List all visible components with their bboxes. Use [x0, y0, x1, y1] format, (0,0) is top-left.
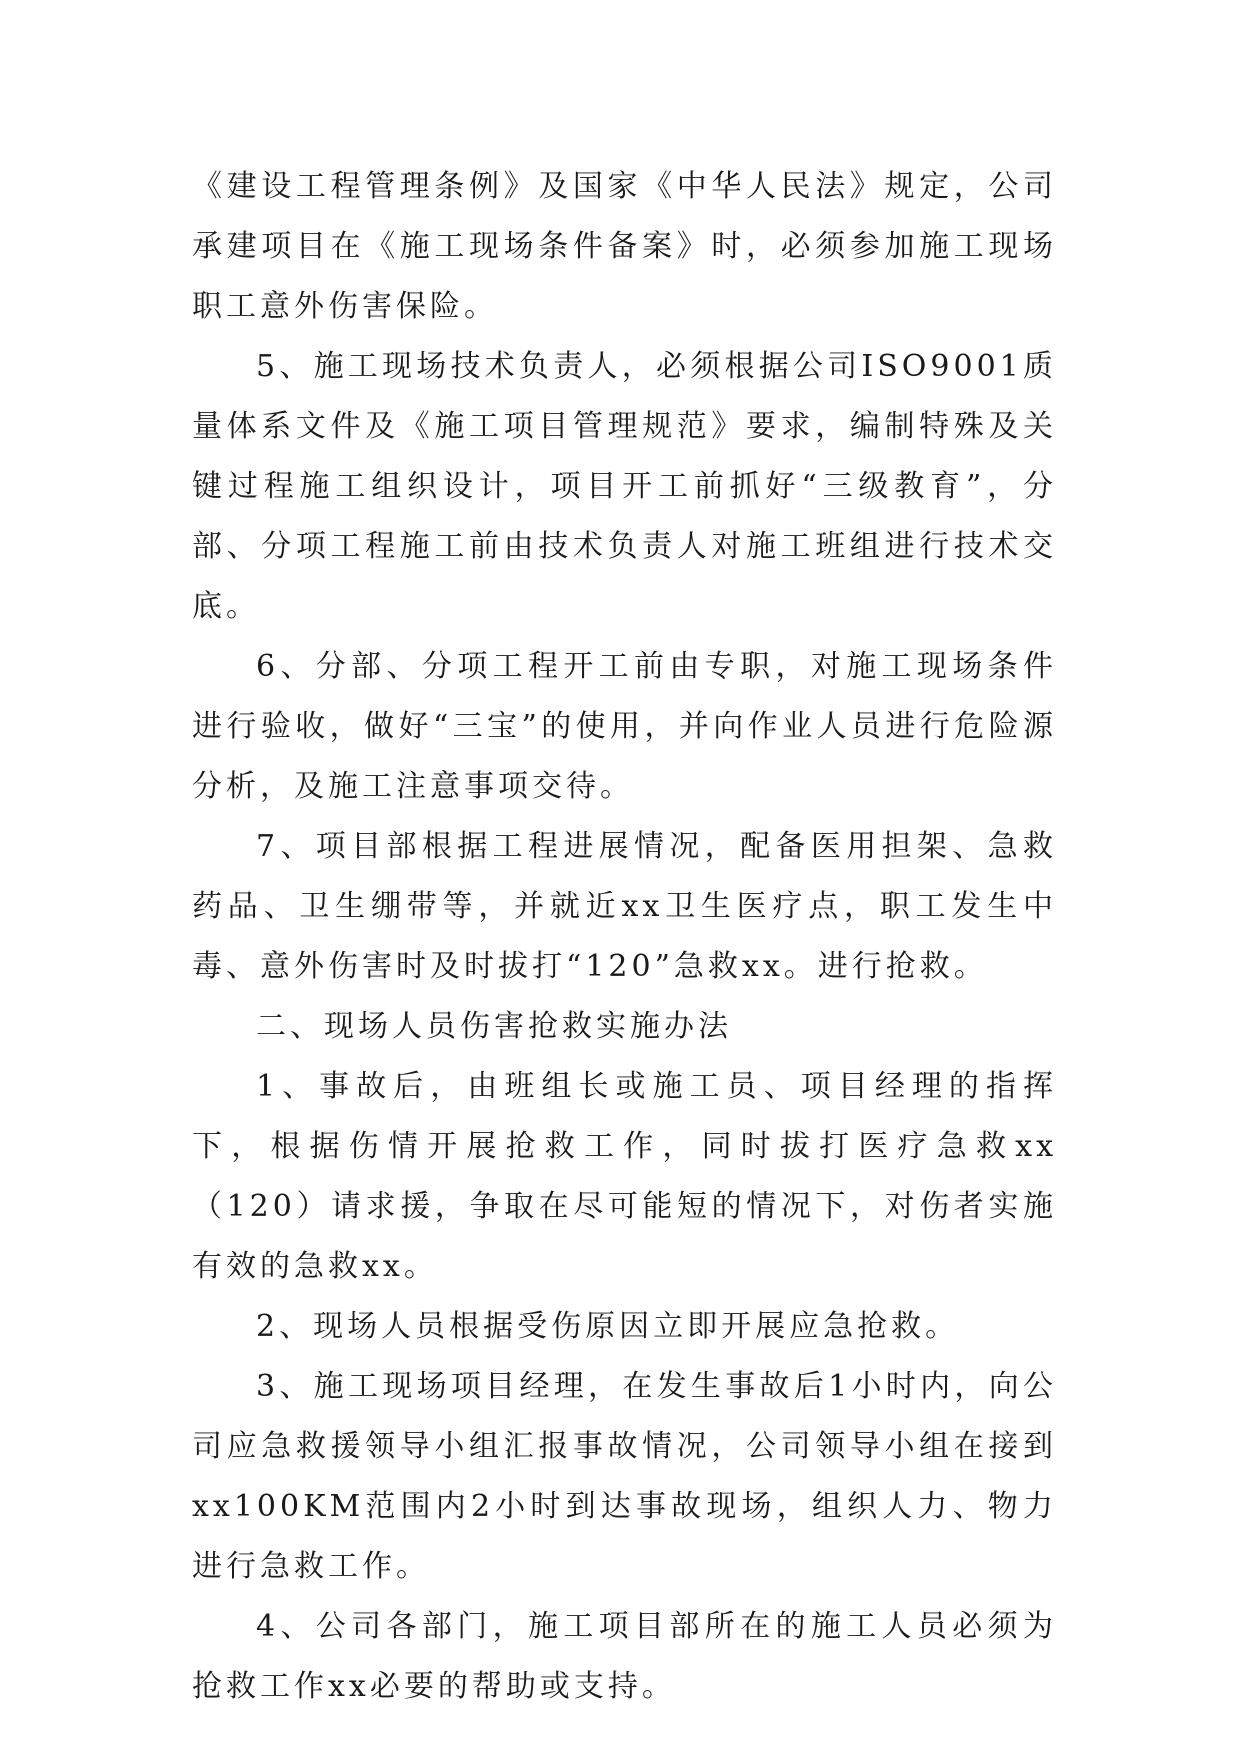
- paragraph-step-2: 2、现场人员根据受伤原因立即开展应急抢救。: [256, 1309, 960, 1344]
- paragraph-item-6: 6、分部、分项工程开工前由专职，对施工现场条件进行验收，做好“三宝”的使用，并向作业人员进行危险源分析，及施工注意事项交待。: [192, 649, 1057, 804]
- paragraph-step-1: 1、事故后，由班组长或施工员、项目经理的指挥下，根据伤情开展抢救工作，同时拔打医疗急救xx（120）请求援，争取在尽可能短的情况下，对伤者实施有效的急救xx。: [192, 1069, 1057, 1284]
- paragraph-item-5: 5、施工现场技术负责人，必须根据公司ISO9001质量体系文件及《施工项目管理规范》要求，编制特殊及关键过程施工组织设计，项目开工前抓好“三级教育”，分部、分项工程施工前由技术负责人对施工班组进行技术交底。: [192, 349, 1057, 624]
- section-heading-2: 二、现场人员伤害抢救实施办法: [256, 1009, 732, 1044]
- paragraph-item-7: 7、项目部根据工程进展情况，配备医用担架、急救药品、卫生绷带等，并就近xx卫生医疗点，职工发生中毒、意外伤害时及时拔打“120”急救xx。进行抢救。: [192, 829, 1057, 984]
- paragraph-continuation: 《建设工程管理条例》及国家《中华人民法》规定，公司承建项目在《施工现场条件备案》时，必须参加施工现场职工意外伤害保险。: [192, 169, 1057, 324]
- document-body: [192, 157, 1057, 1717]
- paragraph-step-3: 3、施工现场项目经理，在发生事故后1小时内，向公司应急救援领导小组汇报事故情况，公司领导小组在接到xx100KM范围内2小时到达事故现场，组织人力、物力进行急救工作。: [192, 1369, 1057, 1584]
- paragraph-step-4: 4、公司各部门，施工项目部所在的施工人员必须为抢救工作xx必要的帮助或支持。: [192, 1609, 1057, 1704]
